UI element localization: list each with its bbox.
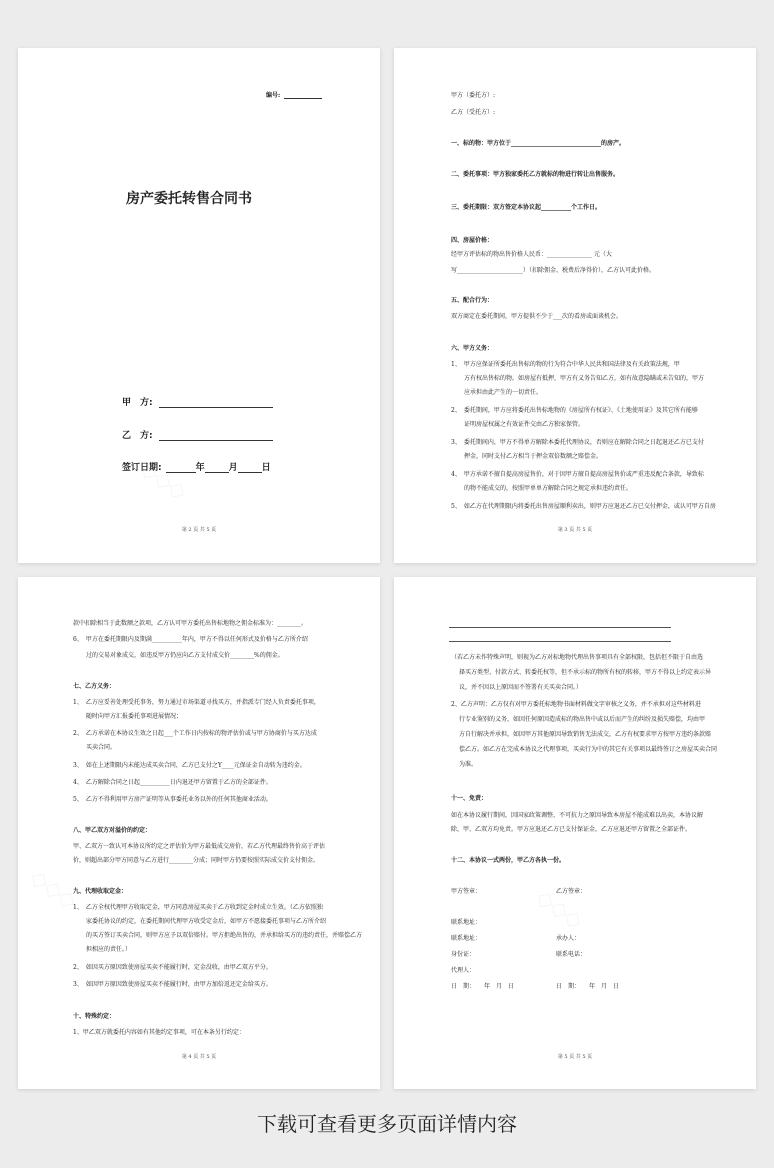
text-line: 2、 如因买方原因致使房屋买卖不能履行时，定金没收，由甲乙双方平分。	[73, 964, 272, 971]
text-line: 证明房屋权属之有效证件交由乙方独家保管。	[464, 421, 585, 428]
text-line: 行专业鉴别的义务，如因任何原因造成标的物出售中或以后而产生的纠纷及损失赔偿，均由甲	[459, 716, 706, 723]
text-line: 1、 乙方全权代理甲方收取定金，甲方同意房屋买卖于乙方收到定金时成立生效。（乙方依照独	[73, 904, 323, 911]
page-3	[394, 48, 756, 563]
field-label: 代理人：	[451, 967, 476, 974]
text-line: 随时向甲方汇报委托事项进展情况；	[86, 713, 183, 720]
page-5	[394, 577, 756, 1089]
text-line: 3、 委托期间内，甲方不得单方解除本委托代理协议，否则应在解除合同之日起退还乙方已支付	[451, 439, 704, 446]
text-line: 4、 甲方承诺不擅自提高房屋售价，对于因甲方擅自提高房屋售价或严重违反配合条款，导致标	[451, 471, 704, 478]
date-label: 日 期： 年 月 日	[451, 983, 515, 990]
field-label: 联系电话：	[556, 951, 587, 958]
text-line: 3、 如在上述期限内未能达成买卖合同，乙方已支付之Y____元保证金自动转为违约金。	[73, 762, 306, 769]
page-cover	[18, 48, 380, 563]
field-label: 承办人：	[556, 935, 581, 942]
section-heading: 三、委托期限：双方签定本协议起__________个工作日。	[451, 204, 602, 211]
text-line: 方自行解决并承担，如因甲方其他原因导致销售无法成交，乙方有权要求甲方按甲方违约条款赔	[459, 731, 712, 738]
text-line: 1、甲乙双方就委托内容如有其他约定事项，可在本条另行约定：	[73, 1029, 245, 1036]
party-a-line: 甲 方:	[122, 399, 273, 408]
text-line: 价，则超出部分甲方同意与乙方进行________分成；同时甲方仍要按照实际成交价支付佣金。	[73, 857, 320, 864]
section-heading: 十一、免责：	[451, 795, 488, 802]
text-line: 方有权出售标的物。如房屋有抵押，甲方有义务告知乙方，如有故意隐瞒或未告知的，甲方	[464, 375, 705, 382]
text-line: 的买方签订买卖合同，则甲方应予以双倍赔付。甲方拒绝出售的，并承担给买方的违约责任，并赔偿乙方	[86, 932, 363, 939]
text-line: 双方商定在委托期间，甲方提供不少于___次的看房或面谈机会。	[451, 313, 623, 320]
section-heading: 二、委托事项：甲方独家委托乙方就标的物进行转让出售服务。	[451, 171, 620, 178]
page-footer: 第 2 页 共 5 页	[181, 527, 217, 533]
text-line: 乙方（受托方）:	[451, 109, 496, 116]
text-line: 1、 乙方应妥善处理受托事务，努力通过市场渠道寻找买方，并指派专门经人负责委托事项，	[73, 699, 320, 706]
section-heading: 十、特殊约定：	[73, 1013, 116, 1020]
download-caption: 下载可查看更多页面详情内容	[257, 1112, 517, 1136]
section-heading: 八、甲乙双方对溢价的约定：	[73, 827, 152, 834]
section-heading: 一、标的物：甲方位于______________________________的房产。	[451, 140, 626, 147]
text-line: 如在本协议履行期间，因国家政策调整、不可抗力之原因导致本房屋不能成难以出卖，本协议解	[451, 812, 704, 819]
field-label: 身份证：	[451, 951, 476, 958]
field-label: 联系地址：	[451, 935, 482, 942]
text-line: （若乙方未作特殊声明，则视为乙方对标地物代理出售事项具有全部权限，包括但不限于自由选	[451, 654, 704, 661]
sign-date-line: 签订日期: 年 月 日	[122, 463, 271, 473]
text-line: 4、 乙方解除合同之日起__________日内退还甲方留置于乙方的全部证件。	[73, 779, 272, 786]
text-line: 的物不能成交的，按照甲单单方解除合同之规定承担违约责任。	[464, 485, 633, 492]
text-line: 5、 如乙方在代理期限内将委托出售房屋顺利卖出，则甲方应退还乙方已交付押金，或认可甲方自房	[451, 503, 716, 510]
field-label: 联系地址：	[451, 919, 482, 926]
text-line: 2、乙方声明：乙方仅有对甲方委托标地物书面材料做文字审核之义务，并不承担对这些材料进	[451, 701, 701, 708]
text-line: 3、 如因甲方原因致使房屋买卖不能履行时，由甲方加倍返还定金给买方。	[73, 981, 272, 988]
section-heading: 四、房屋价格：	[451, 237, 494, 244]
contract-title: 房产委托转售合同书	[126, 191, 252, 207]
text-line: 担相应的责任。）	[86, 946, 132, 953]
contract-number-label: 编号:	[266, 93, 322, 99]
text-line: 为准。	[459, 761, 478, 768]
text-line: 押金，同时支付乙方相当于押金双倍数额之赔偿金。	[464, 453, 603, 460]
section-heading: 七、乙方义务：	[73, 683, 116, 690]
blank-line	[449, 641, 671, 642]
text-line: 偿乙方。如乙方在完成本协议之代理事项，买卖行为中的其它有关事项以最终签订之房屋买卖合同	[459, 746, 718, 753]
page-footer: 第 4 页 共 5 页	[181, 1054, 217, 1060]
party-b-line: 乙 方:	[122, 432, 273, 441]
text-line: 议，并不因以上原因而不签署有关买卖合同。）	[459, 684, 583, 691]
text-line: 6、 甲方在委托期限内及期满__________年内，甲方不得以任何形式及价格与乙方所介绍	[73, 636, 308, 643]
text-line: 应承担由此产生的一切责任。	[464, 389, 543, 396]
text-line: 经甲方评估标的物出售价格人民币：_______________ 元（大	[451, 251, 612, 258]
text-line: 过的交易对象成交，如违反甲方仍应向乙方支付成交价________%的佣金。	[86, 652, 284, 659]
text-line: 写______________________）（扣除佣金、税费后净得价），乙方认可此价格。	[451, 267, 656, 274]
text-line: 家委托协议的约定，在委托期间代理甲方收受定金后，如甲方不愿接委托事项与乙方所介绍	[86, 918, 327, 925]
text-line: 除，甲、乙双方均免责。甲方应退还乙方已支付保证金，乙方应退还甲方留置之全部证件。	[451, 826, 692, 833]
text-line: 2、 委托期间，甲方应将委托出售标地物的《房屋所有权证》、《土地使用证》及其它所有能够	[451, 407, 698, 414]
text-line: 甲方（委托方）:	[451, 92, 496, 99]
page-4	[18, 577, 380, 1089]
text-line: 5、 乙方不得利用甲方房产证明等从事委托业务以外的任何其他商业活动。	[73, 796, 272, 803]
date-label: 日 期： 年 月 日	[556, 983, 620, 990]
text-line: 甲、乙双方一致认可本协议所约定之评估价为甲方最低成交房价，若乙方代理最终售价高于评估	[73, 843, 326, 850]
section-heading: 十二、本协议一式两份，甲乙方各执一份。	[451, 857, 566, 864]
text-line: 2、 乙方承诺在本协议生效之日起___个工作日内按标的物评估价或与甲方协商价与买方达成	[73, 730, 317, 737]
text-line: 1、 甲方应保证所委托出售标的物的行为符合中华人民共和国法律及有关政策法规，甲	[451, 361, 680, 368]
text-line: 买卖合同。	[86, 744, 117, 751]
signature-label: 甲方签章：	[451, 888, 482, 895]
section-heading: 六、甲方义务：	[451, 345, 494, 352]
text-line: 择买方类型、付款方式、转委托权等，但不承示标的物所有权的转移，甲方不得以上约定表示异	[459, 669, 712, 676]
section-heading: 九、代理收取定金：	[73, 888, 128, 895]
blank-line	[449, 627, 671, 628]
text-line: 款中扣除相当于此数额之款项，乙方认可甲方委托出售标地物之佣金标准为：________。	[73, 620, 308, 627]
section-heading: 五、配合行为：	[451, 297, 494, 304]
page-footer: 第 5 页 共 5 页	[557, 1054, 593, 1060]
signature-label: 乙方签章：	[556, 888, 587, 895]
page-footer: 第 3 页 共 5 页	[557, 527, 593, 533]
